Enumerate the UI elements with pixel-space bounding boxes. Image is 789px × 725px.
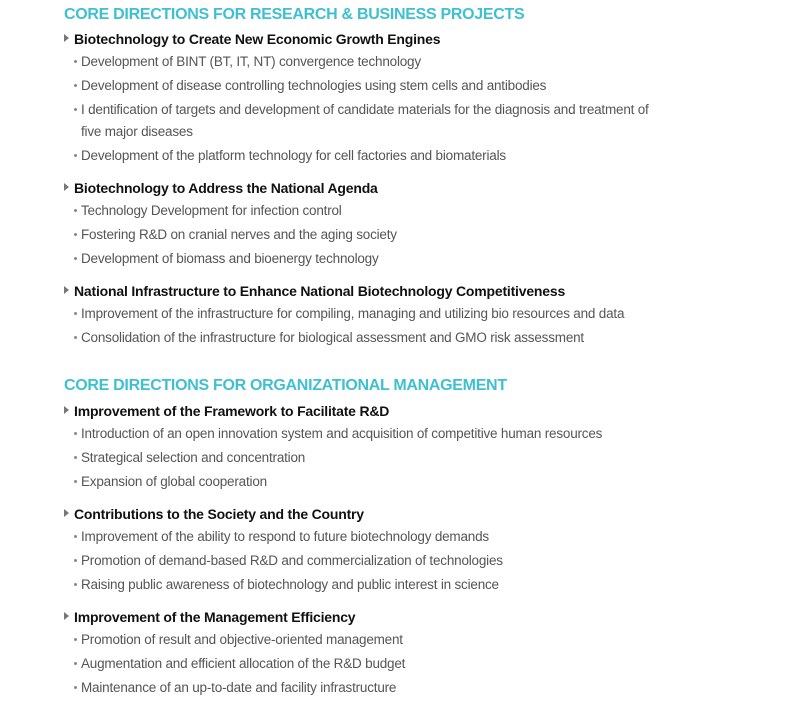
arrow-bullet-icon <box>64 612 69 620</box>
group-title-text: Biotechnology to Address the National Agenda <box>74 180 378 196</box>
group-title-growth-engines <box>64 30 440 48</box>
arrow-bullet-icon <box>64 406 69 414</box>
dot-bullet-icon <box>74 686 77 689</box>
list-item <box>74 99 704 121</box>
group-title-text: Contributions to the Society and the Country <box>74 506 364 522</box>
list-item-text: Strategical selection and concentration <box>81 450 306 465</box>
list-item <box>74 447 704 469</box>
arrow-bullet-icon <box>64 509 69 517</box>
list-item <box>74 677 704 699</box>
group-title-contributions <box>64 505 364 523</box>
dot-bullet-icon <box>74 456 77 459</box>
list-item <box>74 145 704 167</box>
group-title-text: National Infrastructure to Enhance National Biotechnology Competitiveness <box>74 283 566 299</box>
list-item-text: Introduction of an open innovation system and acquisition of competitive human resources <box>81 426 603 441</box>
list-item <box>74 574 704 596</box>
list-item-text: Development of disease controlling technologies using stem cells and antibodies <box>81 78 547 93</box>
section-title-management: CORE DIRECTIONS FOR ORGANIZATIONAL MANAGEMENT <box>64 377 507 394</box>
list-item <box>74 200 704 222</box>
dot-bullet-icon <box>74 60 77 63</box>
list-item-continuation <box>74 121 711 143</box>
list-item-text: Augmentation and efficient allocation of the R&D budget <box>81 656 406 671</box>
dot-bullet-icon <box>74 480 77 483</box>
list-item <box>74 327 704 349</box>
dot-bullet-icon <box>74 662 77 665</box>
section-title-research: CORE DIRECTIONS FOR RESEARCH & BUSINESS PROJECTS <box>64 6 525 23</box>
list-item <box>74 248 704 270</box>
list-item <box>74 303 704 325</box>
list-item <box>74 224 704 246</box>
list-item-text: I dentification of targets and development of candidate materials for the diagnosis and treatment of <box>81 102 649 117</box>
arrow-bullet-icon <box>64 34 69 42</box>
group-title-management-efficiency <box>64 608 355 626</box>
group-title-national-agenda <box>64 179 378 197</box>
dot-bullet-icon <box>74 108 77 111</box>
list-item-text: Development of biomass and bioenergy technology <box>81 251 379 266</box>
list-item-text: Technology Development for infection control <box>81 203 342 218</box>
list-item-text: Expansion of global cooperation <box>81 474 267 489</box>
group-title-framework <box>64 402 389 420</box>
group-title-text: Improvement of the Management Efficiency <box>74 609 356 625</box>
dot-bullet-icon <box>74 209 77 212</box>
dot-bullet-icon <box>74 233 77 236</box>
dot-bullet-icon <box>74 257 77 260</box>
list-item-text: Improvement of the infrastructure for compiling, managing and utilizing bio resources and data <box>81 306 625 321</box>
dot-bullet-icon <box>74 583 77 586</box>
list-item-text: Consolidation of the infrastructure for biological assessment and GMO risk assessment <box>81 330 584 345</box>
list-item-text: Promotion of result and objective-oriented management <box>81 632 403 647</box>
group-title-text: Improvement of the Framework to Facilitate R&D <box>74 403 390 419</box>
dot-bullet-icon <box>74 559 77 562</box>
list-item <box>74 653 704 675</box>
list-item <box>74 471 704 493</box>
dot-bullet-icon <box>74 312 77 315</box>
list-item <box>74 423 704 445</box>
dot-bullet-icon <box>74 336 77 339</box>
dot-bullet-icon <box>74 432 77 435</box>
dot-bullet-icon <box>74 535 77 538</box>
group-title-text: Biotechnology to Create New Economic Growth Engines <box>74 31 441 47</box>
list-item-text: Improvement of the ability to respond to future biotechnology demands <box>81 529 489 544</box>
list-item <box>74 550 704 572</box>
list-item <box>74 629 704 651</box>
dot-bullet-icon <box>74 638 77 641</box>
group-title-national-infrastructure <box>64 282 565 300</box>
arrow-bullet-icon <box>64 286 69 294</box>
list-item-text: Maintenance of an up-to-date and facility infrastructure <box>81 680 397 695</box>
dot-bullet-icon <box>74 84 77 87</box>
list-item-text: five major diseases <box>81 124 193 139</box>
arrow-bullet-icon <box>64 183 69 191</box>
list-item <box>74 51 704 73</box>
list-item-text: Fostering R&D on cranial nerves and the aging society <box>81 227 397 242</box>
list-item-text: Raising public awareness of biotechnology and public interest in science <box>81 577 499 592</box>
list-item-text: Development of BINT (BT, IT, NT) convergence technology <box>81 54 421 69</box>
list-item-text: Promotion of demand-based R&D and commercialization of technologies <box>81 553 503 568</box>
list-item-text: Development of the platform technology for cell factories and biomaterials <box>81 148 506 163</box>
list-item <box>74 75 704 97</box>
list-item <box>74 526 704 548</box>
dot-bullet-icon <box>74 154 77 157</box>
